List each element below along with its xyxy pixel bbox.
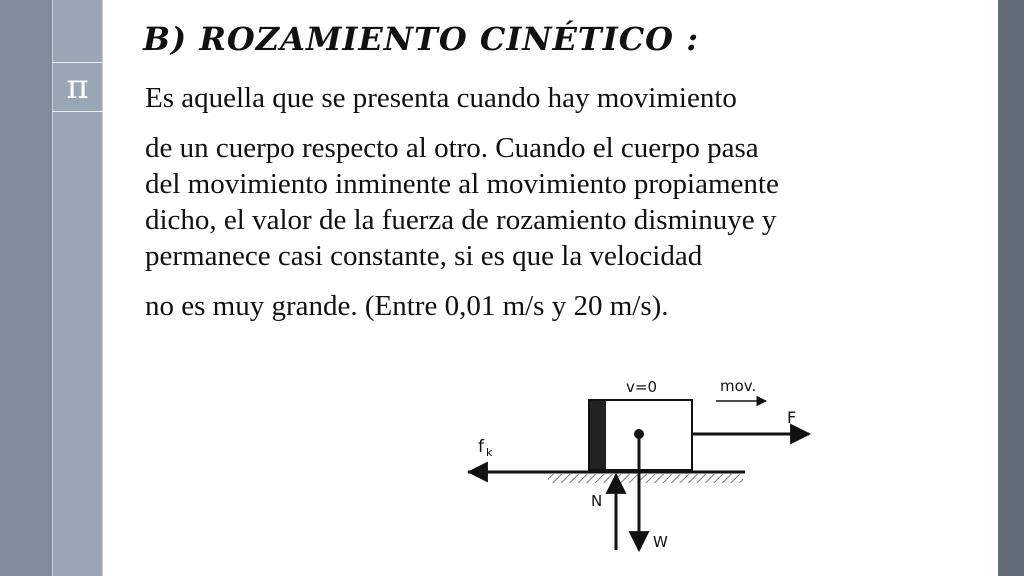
pi-icon: π: [52, 62, 103, 112]
velocity-label: v=0: [626, 378, 657, 396]
applied-force-label: F: [787, 408, 797, 427]
paragraph-line: no es muy grande. (Entre 0,01 m/s y 20 m/s).: [145, 290, 669, 322]
right-margin-bar: [998, 0, 1024, 576]
ground-surface: [548, 474, 743, 483]
definition-paragraph: [145, 80, 965, 324]
block-shading: [590, 401, 606, 469]
friction-label: f: [478, 437, 484, 457]
paragraph-line: Es aquella que se presenta cuando hay movimiento: [145, 82, 737, 114]
motion-label: mov.: [720, 377, 757, 395]
slide-content: [103, 0, 998, 576]
left-margin-bar: [0, 0, 52, 576]
paragraph-line: permanece casi constante, si es que la velocidad: [145, 240, 703, 272]
weight-label: W: [653, 533, 668, 551]
friction-subscript: k: [486, 446, 493, 459]
paragraph-line: de un cuerpo respecto al otro. Cuando el cuerpo pasa: [145, 132, 759, 164]
paragraph-line: dicho, el valor de la fuerza de rozamiento disminuye y: [145, 204, 777, 236]
paragraph-line: del movimiento inminente al movimiento propiamente: [145, 168, 779, 200]
free-body-diagram: [353, 368, 797, 558]
normal-label: N: [591, 492, 603, 510]
slide-heading: B) ROZAMIENTO CINÉTICO :: [143, 20, 699, 58]
